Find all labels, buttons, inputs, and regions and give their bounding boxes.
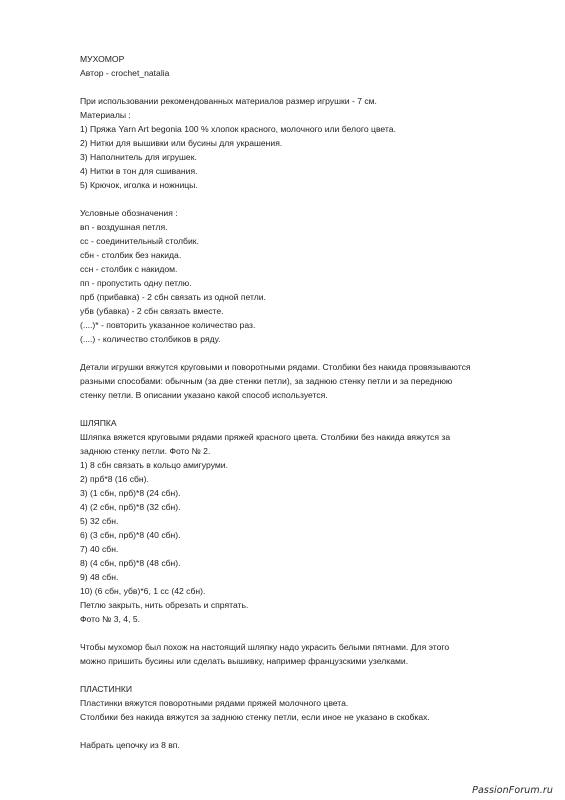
cap-intro-line: Шляпка вяжется круговыми рядами пряжей красного цвета. Столбики без накида вяжутся за (80, 432, 451, 442)
materials-item: 3) Наполнитель для игрушек. (80, 152, 197, 162)
site-watermark: PassionForum.ru (472, 785, 553, 796)
gills-heading: ПЛАСТИНКИ (80, 684, 133, 694)
chain-instruction: Набрать цепочку из 8 вп. (80, 740, 180, 750)
materials-heading: Материалы : (80, 110, 131, 120)
cap-row: 5) 32 сбн. (80, 516, 119, 526)
spots-paragraph-line: Чтобы мухомор был похож на настоящий шляпку надо украсить белыми пятнами. Для этого (80, 642, 450, 652)
materials-item: 5) Крючок, иголка и ножницы. (80, 180, 198, 190)
cap-row: 7) 40 сбн. (80, 544, 119, 554)
legend-item: вп - воздушная петля. (80, 222, 168, 232)
cap-row: 8) (4 сбн, прб)*8 (48 сбн). (80, 558, 181, 568)
legend-item: прб (прибавка) - 2 сбн связать из одной петли. (80, 292, 266, 302)
cap-row: Фото № 3, 4, 5. (80, 614, 141, 624)
materials-item: 1) Пряжа Yarn Art begonia 100 % хлопок красного, молочного или белого цвета. (80, 124, 396, 134)
materials-item: 4) Нитки в тон для сшивания. (80, 166, 198, 176)
legend-item: убв (убавка) - 2 сбн связать вместе. (80, 306, 224, 316)
cap-row: 6) (3 сбн, прб)*8 (40 сбн). (80, 530, 181, 540)
cap-intro-line: заднюю стенку петли. Фото № 2. (80, 446, 211, 456)
spots-paragraph-line: можно пришить бусины или сделать вышивку, например французскими узелками. (80, 656, 409, 666)
cap-row: 4) (2 сбн, прб)*8 (32 сбн). (80, 502, 181, 512)
cap-row: 9) 48 сбн. (80, 572, 119, 582)
cap-row: 1) 8 сбн связать в кольцо амигуруми. (80, 460, 228, 470)
details-paragraph-line: Детали игрушки вяжутся круговыми и поворотными рядами. Столбики без накида провязываются (80, 362, 471, 372)
cap-row: 3) (1 сбн, прб)*8 (24 сбн). (80, 488, 181, 498)
legend-item: (....) - количество столбиков в ряду. (80, 334, 221, 344)
cap-row: Петлю закрыть, нить обрезать и спрятать. (80, 600, 249, 610)
legend-item: сс - соединительный столбик. (80, 236, 199, 246)
gills-text-line: Пластинки вяжутся поворотными рядами пряжей молочного цвета. (80, 698, 349, 708)
legend-heading: Условные обозначения : (80, 208, 178, 218)
materials-item: 2) Нитки для вышивки или бусины для украшения. (80, 138, 283, 148)
document-title: МУХОМОР (80, 54, 125, 64)
cap-heading: ШЛЯПКА (80, 418, 117, 428)
cap-row: 10) (6 сбн, убв)*6, 1 сс (42 сбн). (80, 586, 206, 596)
document-page (80, 52, 550, 752)
legend-item: пп - пропустить одну петлю. (80, 278, 192, 288)
size-note: При использовании рекомендованных материалов размер игрушки - 7 см. (80, 96, 377, 106)
cap-row: 2) прб*8 (16 сбн). (80, 474, 149, 484)
legend-item: сбн - столбик без накида. (80, 250, 182, 260)
legend-item: (....)* - повторить указанное количество раз. (80, 320, 256, 330)
details-paragraph-line: разными способами: обычным (за две стенки петли), за заднюю стенку петли и за переднюю (80, 376, 453, 386)
legend-item: ссн - столбик с накидом. (80, 264, 178, 274)
author-line: Автор - crochet_natalia (80, 68, 170, 78)
details-paragraph-line: стенку петли. В описании указано какой способ используется. (80, 390, 328, 400)
gills-text-line: Столбики без накида вяжутся за заднюю стенку петли, если иное не указано в скобках. (80, 712, 430, 722)
